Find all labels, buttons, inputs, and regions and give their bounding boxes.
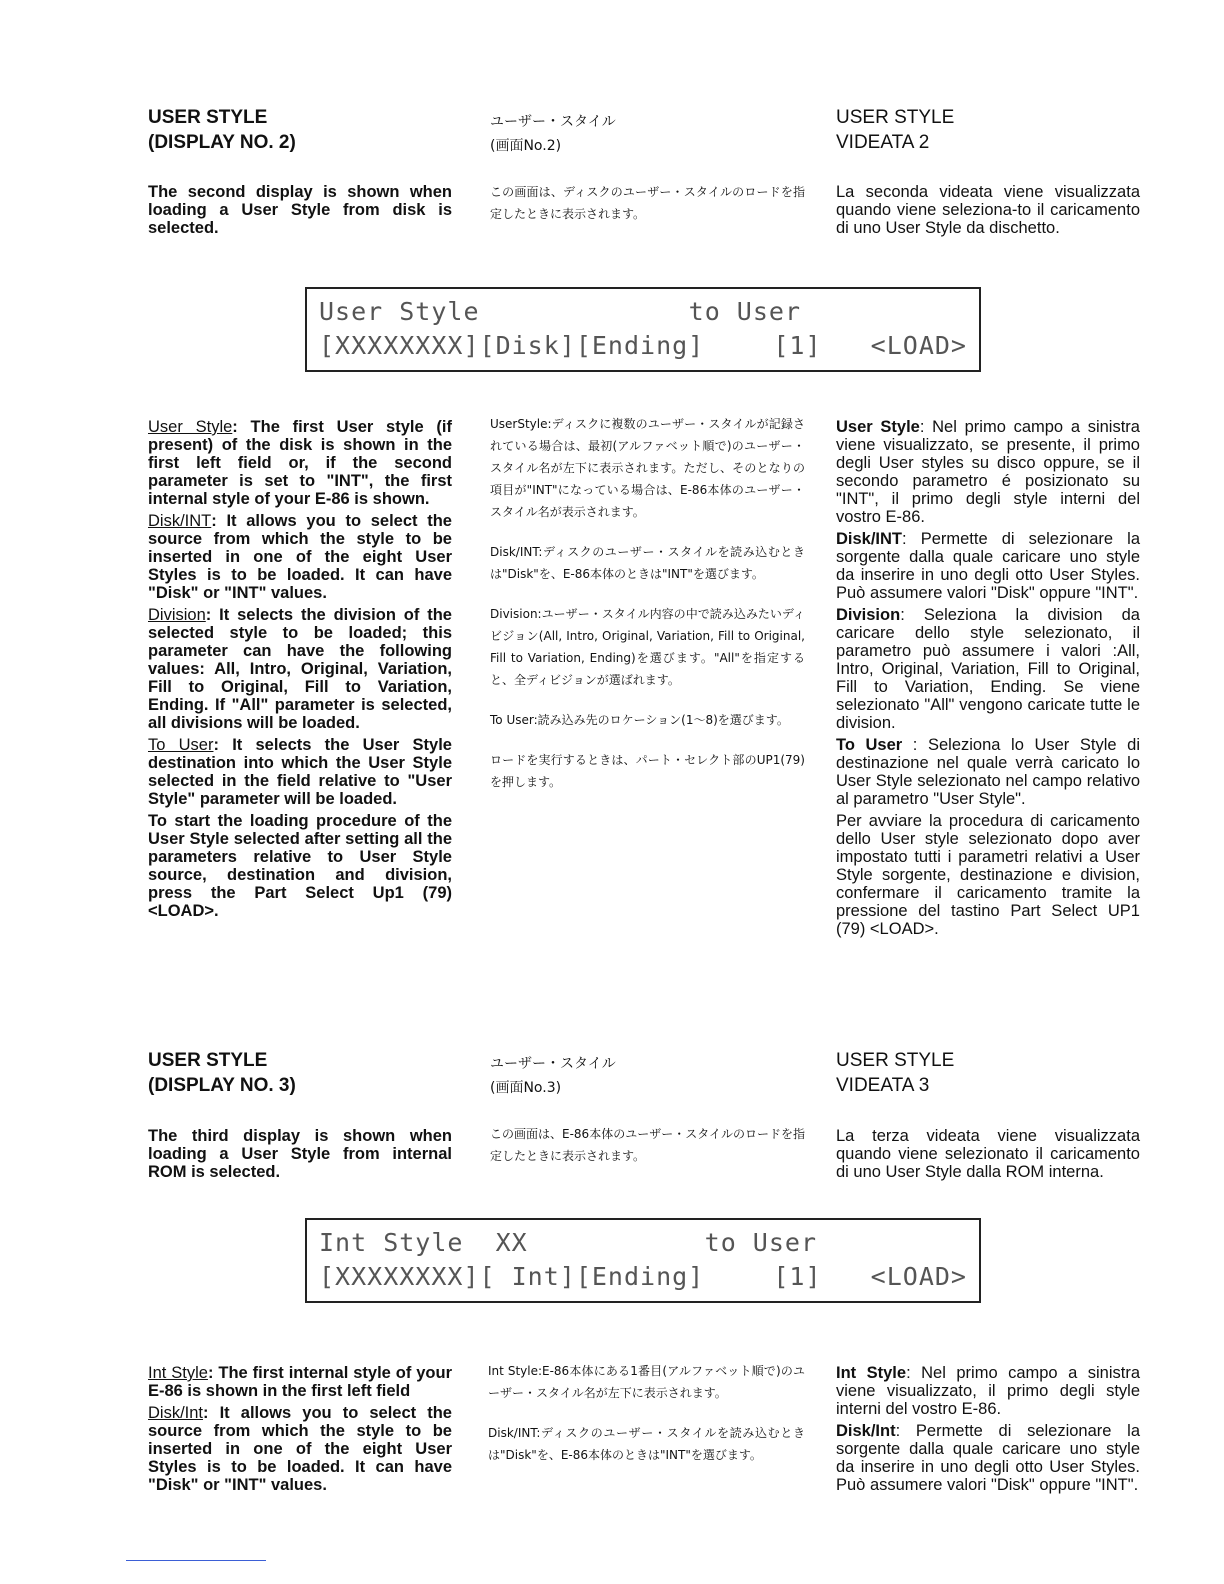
en3-term: Disk/Int	[148, 1404, 204, 1422]
section3-en-heading	[148, 1048, 468, 1098]
en2-term: Disk/INT	[148, 512, 212, 530]
it2-text: : Nel primo campo a sinistra viene visualizzato, se presente, il primo degli User styles su disco oppure, se il secondo parametro é posizionato su "INT", il primo degli style interni del vostro E-86.	[836, 418, 1140, 526]
jp2-para-user-style: UserStyle:ディスクに複数のユーザー・スタイルが記録されている場合は、最初(アルファベット順で)のユーザー・スタイル名が左下に表示されます。ただし、そのとなりの項目が"INT"になっている場合は、E-86本体のユーザー・スタイル名が表示されます。	[490, 417, 805, 519]
en2-text: : It allows you to select the source from which the style to be inserted in one of the eight User Styles is to be loaded. It can have "Disk" or "INT" values.	[148, 512, 452, 602]
lcd3-row1-right: to User	[704, 1228, 817, 1257]
section3-jp-subtitle: (画面No.3)	[490, 1080, 562, 1096]
it2-text: Per avviare la procedura di caricamento dello User style selezionato dopo aver impostato tutti i parametri relativi a User Style sorgente, destinazione e division, confermare il caricamento tramite la pressione del tastino Part Select UP1 (79) <LOAD>.	[836, 812, 1140, 938]
jp2-para-disk-int: Disk/INT:ディスクのユーザー・スタイルを読み込むときは"Disk"を、E-86本体のときは"INT"を選びます。	[490, 545, 805, 581]
lcd3-row2-left: [XXXXXXXX][ Int][Ending]	[319, 1262, 705, 1291]
it3-term: Int Style	[836, 1364, 907, 1382]
section3-en-title: USER STYLE	[148, 1050, 268, 1071]
en2-term: Division	[148, 606, 206, 624]
jp2-para-to-user: To User:読み込み先のロケーション(1〜8)を選びます。	[490, 713, 789, 727]
en2-para-disk-int	[148, 512, 452, 602]
section3-it-body	[836, 1364, 1140, 1498]
lcd-display-2	[305, 287, 981, 372]
lcd2-row2-right: <LOAD>	[870, 331, 967, 360]
en3-text: : It allows you to select the source from which the style to be inserted in one of the eight User Styles is to be loaded. It can have "Disk" or "INT" values.	[148, 1404, 452, 1494]
section3-en-intro: The third display is shown when loading a User Style from internal ROM is selected.	[148, 1127, 452, 1181]
it3-text: : Permette di selezionare la sorgente dalla quale caricare uno style da inserire in uno degli otto User Styles. Può assumere valori "Disk" oppure "INT".	[836, 1422, 1140, 1494]
section2-it-subtitle: VIDEATA 2	[836, 132, 930, 153]
en3-para-int-style	[148, 1364, 452, 1400]
section2-en-subtitle: (DISPLAY NO. 2)	[148, 132, 296, 153]
jp3-para-int-style: Int Style:E-86本体にある1番目(アルファベット順で)のユーザー・スタイル名が左下に表示されます。	[488, 1364, 805, 1400]
en2-para-user-style	[148, 418, 452, 508]
section2-jp-title: ユーザー・スタイル	[490, 114, 616, 130]
lcd-display-3	[305, 1218, 981, 1303]
it3-para-int-style	[836, 1364, 1140, 1418]
section2-jp-intro: この画面は、ディスクのユーザー・スタイルのロードを指定したときに表示されます。	[490, 185, 805, 221]
it2-text: : Permette di selezionare la sorgente dalla quale caricare uno style da inserire in uno degli otto User Styles. Può assumere valori "Disk" oppure "INT".	[836, 530, 1140, 602]
it2-text: : Seleziona lo User Style di destinazione nel quale verrà caricato lo User Style selezionato nel campo relativo al parametro "User Style".	[836, 736, 1140, 808]
it2-para-to-user	[836, 736, 1140, 808]
section3-it-subtitle: VIDEATA 3	[836, 1075, 930, 1096]
en2-para-division	[148, 606, 452, 732]
section3-jp-body	[488, 1360, 805, 1470]
it2-term: Division	[836, 606, 901, 624]
section2-jp-body	[490, 413, 805, 797]
section3-jp-heading	[490, 1052, 810, 1100]
section2-it-intro: La seconda videata viene visualizzata quando viene seleziona-to il caricamento di uno User Style da dischetto.	[836, 183, 1140, 237]
section2-it-body	[836, 418, 1140, 942]
jp2-para-division: Division:ユーザー・スタイル内容の中で読み込みたいディビジョン(All, Intro, Original, Variation, Fill to Original, Fill to Variation, Ending)を選びます。"All"を指定すると、全ディビジョンが選ばれます。	[490, 607, 805, 687]
it2-term: Disk/INT	[836, 530, 903, 548]
section2-en-body	[148, 418, 452, 924]
footnote-rule	[126, 1560, 266, 1561]
it2-text: : Seleziona la division da caricare dello style selezionato, il parametro può assumere i valori :All, Intro, Original, Variation, Fill to Original, Fill to Variation, Ending. Se viene selezionato "All" vengono caricate tutte le division.	[836, 606, 1140, 732]
en3-para-disk-int	[148, 1404, 452, 1494]
jp2-para-load: ロードを実行するときは、パート・セレクト部のUP1(79)を押します。	[490, 753, 805, 789]
section2-en-intro: The second display is shown when loading a User Style from disk is selected.	[148, 183, 452, 237]
section3-it-heading	[836, 1048, 1146, 1098]
lcd2-row2-left: [XXXXXXXX][Disk][Ending]	[319, 331, 705, 360]
section3-en-body	[148, 1364, 452, 1498]
en2-term: To User	[148, 736, 214, 754]
lcd3-row1-left: Int Style XX	[319, 1228, 528, 1257]
it2-para-user-style	[836, 418, 1140, 526]
en2-para-start	[148, 812, 452, 920]
lcd3-row2-right: <LOAD>	[870, 1262, 967, 1291]
section3-it-title: USER STYLE	[836, 1050, 955, 1071]
it2-para-division	[836, 606, 1140, 732]
section3-en-subtitle: (DISPLAY NO. 3)	[148, 1075, 296, 1096]
it3-term: Disk/Int	[836, 1422, 896, 1440]
section3-jp-intro: この画面は、E-86本体のユーザー・スタイルのロードを指定したときに表示されます。	[490, 1127, 805, 1163]
en2-term: User Style	[148, 418, 233, 436]
lcd2-row1-left: User Style	[319, 297, 480, 326]
en2-text: To start the loading procedure of the User Style selected after setting all the parameters relative to User Style source, destination and division, press the Part Select Up1 (79) <LOAD>.	[148, 812, 452, 920]
section3-jp-title: ユーザー・スタイル	[490, 1056, 616, 1072]
section2-it-title: USER STYLE	[836, 107, 955, 128]
it2-term: User Style	[836, 418, 920, 436]
it3-text: : Nel primo campo a sinistra viene visualizzato, il primo degli style interni del vostro E-86.	[836, 1364, 1140, 1418]
it2-term: To User	[836, 736, 903, 754]
en3-term: Int Style	[148, 1364, 208, 1382]
it2-para-disk-int	[836, 530, 1140, 602]
en2-text: : It selects the User Style destination into which the User Style selected in the field relative to "User Style" parameter will be loaded.	[148, 736, 452, 808]
section2-jp-subtitle: (画面No.2)	[490, 138, 562, 154]
section2-jp-heading	[490, 110, 810, 158]
en3-text: : The first internal style of your E-86 is shown in the first left field	[148, 1364, 452, 1400]
en2-para-to-user	[148, 736, 452, 808]
it3-para-disk-int	[836, 1422, 1140, 1494]
lcd2-row1-right: to User	[688, 297, 801, 326]
en2-text: : It selects the division of the selected style to be loaded; this parameter can have the following values: All, Intro, Original, Variation, Fill to Original, Fill to Variation, Ending. If "All" parameter is selected, all divisions will be loaded.	[148, 606, 452, 732]
section2-en-title: USER STYLE	[148, 107, 268, 128]
en2-text: : The first User style (if present) of the disk is shown in the first left field or, if the second parameter is set to "INT", the first internal style of your E-86 is shown.	[148, 418, 453, 508]
jp3-para-disk-int: Disk/INT:ディスクのユーザー・スタイルを読み込むときは"Disk"を、E-86本体のときは"INT"を選びます。	[488, 1426, 805, 1462]
section2-it-heading	[836, 105, 1146, 155]
section3-it-intro: La terza videata viene visualizzata quando viene selezionato il caricamento di uno User Style dalla ROM interna.	[836, 1127, 1140, 1181]
lcd3-row2-mid: [1]	[773, 1262, 822, 1291]
section2-en-heading	[148, 105, 468, 155]
it2-para-start	[836, 812, 1140, 938]
lcd2-row2-mid: [1]	[773, 331, 822, 360]
